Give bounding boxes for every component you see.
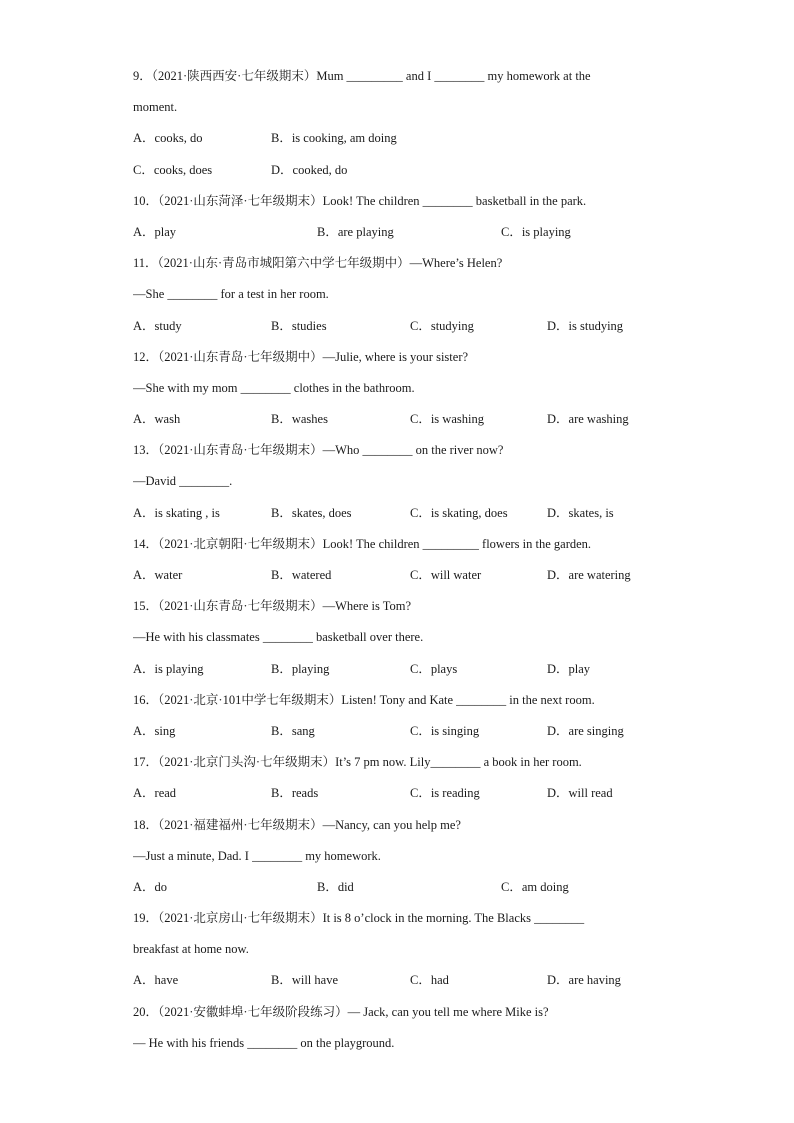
- answer-option[interactable]: D．play: [547, 661, 591, 676]
- answer-option[interactable]: A．water: [133, 568, 183, 582]
- question-stem-continuation: moment.: [133, 100, 178, 115]
- answer-option[interactable]: C．cooks, does: [133, 162, 213, 177]
- options-row: [133, 560, 673, 591]
- question-stem-continuation: —Just a minute, Dad. I ________ my homework.: [133, 848, 381, 863]
- options-row: [133, 217, 673, 248]
- answer-option[interactable]: D．are watering: [547, 568, 631, 582]
- answer-option[interactable]: D．is studying: [547, 318, 624, 333]
- answer-option[interactable]: A．read: [133, 786, 177, 801]
- question-stem: 20．（2021·安徽蚌埠·七年级阶段练习）— Jack, can you tell me where Mike is?: [133, 1004, 549, 1019]
- answer-option[interactable]: A．is playing: [133, 661, 204, 676]
- answer-option[interactable]: A．have: [133, 973, 179, 988]
- question-stem: 15．（2021·山东青岛·七年级期末）—Where is Tom?: [133, 599, 412, 614]
- answer-option[interactable]: A．cooks, do: [133, 131, 203, 146]
- question-stem-continuation: —David ________.: [133, 474, 233, 489]
- options-row: [133, 123, 673, 154]
- answer-option[interactable]: B．sang: [271, 723, 315, 738]
- answer-option[interactable]: C．studying: [410, 318, 474, 333]
- answer-option[interactable]: C．had: [410, 973, 449, 988]
- options-row: [133, 778, 673, 809]
- question-block: [133, 435, 673, 529]
- question-stem: 10．（2021·山东菏泽·七年级期末）Look! The children ________ basketball in the park.: [133, 193, 587, 208]
- question-stem: 11．（2021·山东·青岛市城阳第六中学七年级期中）—Where’s Helen?: [133, 256, 503, 271]
- question-block: [133, 747, 673, 809]
- answer-option[interactable]: B．washes: [271, 412, 328, 427]
- question-stem: 16．（2021·北京·101中学七年级期末）Listen! Tony and Kate ________ in the next room.: [133, 692, 595, 707]
- answer-option[interactable]: A．wash: [133, 412, 181, 427]
- answer-option[interactable]: D．skates, is: [547, 505, 614, 520]
- question-block: [133, 342, 673, 436]
- answer-option[interactable]: A．study: [133, 318, 182, 333]
- answer-option[interactable]: C．is reading: [410, 786, 480, 801]
- question-block: [133, 997, 673, 1059]
- question-stem: 18．（2021·福建福州·七年级期末）—Nancy, can you help me?: [133, 817, 461, 832]
- answer-option[interactable]: B．will have: [271, 973, 339, 988]
- question-block: [133, 903, 673, 997]
- options-row: [133, 965, 673, 996]
- question-list: [133, 61, 673, 1059]
- answer-option[interactable]: C．is skating, does: [410, 505, 508, 520]
- options-row: [133, 716, 673, 747]
- answer-option[interactable]: C．am doing: [501, 879, 569, 894]
- answer-option[interactable]: A．do: [133, 879, 168, 894]
- answer-option[interactable]: C．is singing: [410, 723, 480, 738]
- options-row: [133, 872, 673, 903]
- question-stem: 14．（2021·北京朝阳·七年级期末）Look! The children _________ flowers in the garden.: [133, 536, 592, 551]
- question-stem: 19．（2021·北京房山·七年级期末）It is 8 o’clock in the morning. The Blacks ________: [133, 911, 585, 926]
- options-row: [133, 498, 673, 529]
- answer-option[interactable]: B．reads: [271, 786, 319, 801]
- question-block: [133, 529, 673, 591]
- answer-option[interactable]: B．studies: [271, 318, 327, 333]
- answer-option[interactable]: B．are playing: [317, 224, 394, 239]
- answer-option[interactable]: D．are having: [547, 973, 621, 988]
- question-stem: 17．（2021·北京门头沟·七年级期末）It’s 7 pm now. Lily________ a book in her room.: [133, 755, 582, 770]
- question-stem-continuation: —She with my mom ________ clothes in the bathroom.: [133, 380, 415, 395]
- answer-option[interactable]: A．sing: [133, 723, 176, 738]
- question-stem-continuation: —He with his classmates ________ basketball over there.: [133, 630, 424, 645]
- question-block: [133, 186, 673, 248]
- answer-option[interactable]: B．skates, does: [271, 505, 352, 520]
- options-row: [133, 311, 673, 342]
- options-row: [133, 404, 673, 435]
- answer-option[interactable]: C．is playing: [501, 224, 571, 239]
- answer-option[interactable]: D．will read: [547, 786, 613, 801]
- question-stem: 12．（2021·山东青岛·七年级期中）—Julie, where is your sister?: [133, 349, 469, 364]
- answer-option[interactable]: D．are washing: [547, 412, 629, 427]
- answer-option[interactable]: B．playing: [271, 661, 330, 676]
- question-block: [133, 61, 673, 186]
- answer-option[interactable]: C．is washing: [410, 412, 484, 427]
- answer-option[interactable]: B．watered: [271, 568, 332, 582]
- question-block: [133, 248, 673, 342]
- answer-option[interactable]: B．is cooking, am doing: [271, 131, 397, 146]
- answer-option[interactable]: C．plays: [410, 661, 458, 676]
- question-stem: 9．（2021·陕西西安·七年级期末）Mum _________ and I ________ my homework at the: [133, 69, 591, 83]
- answer-option[interactable]: B．did: [317, 879, 354, 894]
- question-stem-continuation: —She ________ for a test in her room.: [133, 287, 329, 302]
- question-stem-continuation: — He with his friends ________ on the playground.: [133, 1035, 395, 1050]
- answer-option[interactable]: C．will water: [410, 568, 482, 582]
- answer-option[interactable]: D．are singing: [547, 723, 624, 738]
- question-block: [133, 810, 673, 904]
- answer-option[interactable]: A．is skating , is: [133, 505, 220, 520]
- answer-option[interactable]: D．cooked, do: [271, 162, 348, 177]
- question-block: [133, 591, 673, 685]
- question-block: [133, 685, 673, 747]
- answer-option[interactable]: A．play: [133, 224, 177, 239]
- options-row: [133, 155, 673, 186]
- question-stem-continuation: breakfast at home now.: [133, 942, 249, 957]
- question-stem: 13．（2021·山东青岛·七年级期末）—Who ________ on the river now?: [133, 443, 504, 458]
- options-row: [133, 654, 673, 685]
